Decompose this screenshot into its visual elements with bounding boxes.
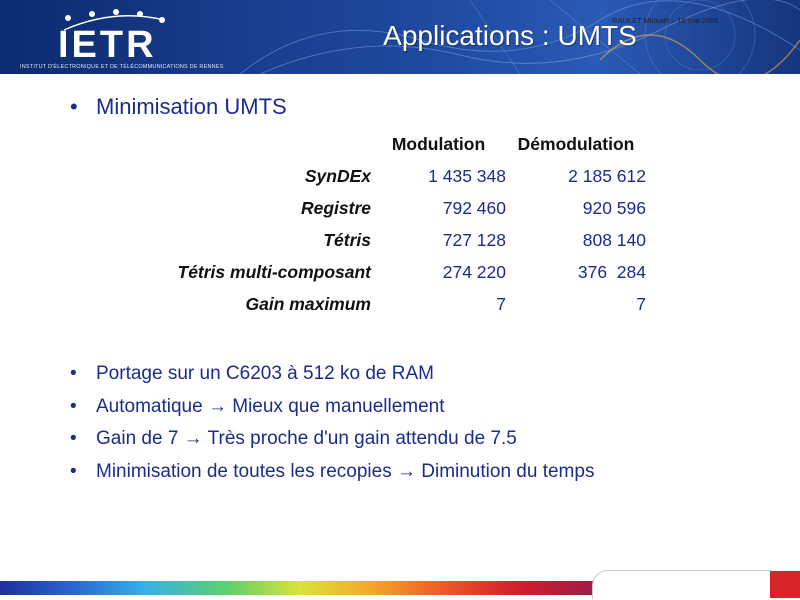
ietr-logo (14, 6, 234, 72)
bullet-text: Automatique → Mieux que manuellement (96, 395, 445, 417)
bullet-icon: • (70, 94, 78, 119)
bullet-icon: • (70, 363, 77, 384)
rainbow-band (0, 581, 600, 595)
modulation-value: 1 435 348 (428, 165, 506, 186)
table-row (130, 288, 646, 320)
modulation-value: 7 (496, 293, 506, 314)
demodulation-value: 920 596 (582, 197, 646, 218)
demodulation-value: 808 140 (582, 229, 646, 250)
bullet-text: Minimisation de toutes les recopies → Diminution du temps (96, 460, 595, 482)
bullet-text: Portage sur un C6203 à 512 ko de RAM (96, 363, 434, 384)
slide-footer (0, 568, 800, 600)
list-item (70, 358, 594, 391)
list-item (70, 423, 594, 456)
main-bullet-text: Minimisation UMTS (96, 94, 287, 119)
bullet-text: Gain de 7 → Très proche d'un gain attendu de 7.5 (96, 428, 517, 449)
table-row (130, 224, 646, 256)
demodulation-value: 376 284 (577, 261, 646, 282)
bullet-icon: • (70, 395, 77, 417)
modulation-value: 727 128 (442, 229, 506, 250)
table-row (130, 160, 646, 192)
row-label: Tétris (323, 229, 371, 250)
modulation-value: 792 460 (442, 197, 506, 218)
row-label: Gain maximum (245, 293, 371, 314)
list-item (70, 456, 594, 489)
slide-title: Applications : UMTS (383, 20, 637, 51)
logo-text: IETR (58, 24, 157, 66)
table-corner (130, 128, 371, 160)
demodulation-value: 7 (636, 293, 646, 314)
bullet-list (70, 358, 594, 488)
column-header-demodulation: Démodulation (517, 133, 635, 154)
footer-box (592, 570, 771, 599)
modulation-value: 274 220 (442, 261, 506, 282)
demodulation-value: 2 185 612 (568, 165, 646, 186)
column-header-modulation: Modulation (391, 133, 486, 154)
table-row (130, 256, 646, 288)
row-label: SynDEx (304, 165, 371, 186)
table-header-row (130, 128, 646, 160)
footer-red-block (770, 571, 800, 598)
row-label: Tétris multi-composant (177, 261, 371, 282)
table-row (130, 192, 646, 224)
logo-subtitle: INSTITUT D'ÉLECTRONIQUE ET DE TÉLÉCOMMUNICATIONS DE RENNES (20, 64, 224, 70)
results-table (130, 128, 646, 320)
bullet-icon: • (70, 460, 77, 482)
slide-header (0, 0, 800, 74)
row-label: Registre (300, 197, 371, 218)
main-bullet (70, 94, 287, 120)
list-item (70, 391, 594, 424)
bullet-icon: • (70, 428, 77, 449)
footer-author-date: RAULET Mickaël – 18 mai 2005 (612, 16, 719, 25)
